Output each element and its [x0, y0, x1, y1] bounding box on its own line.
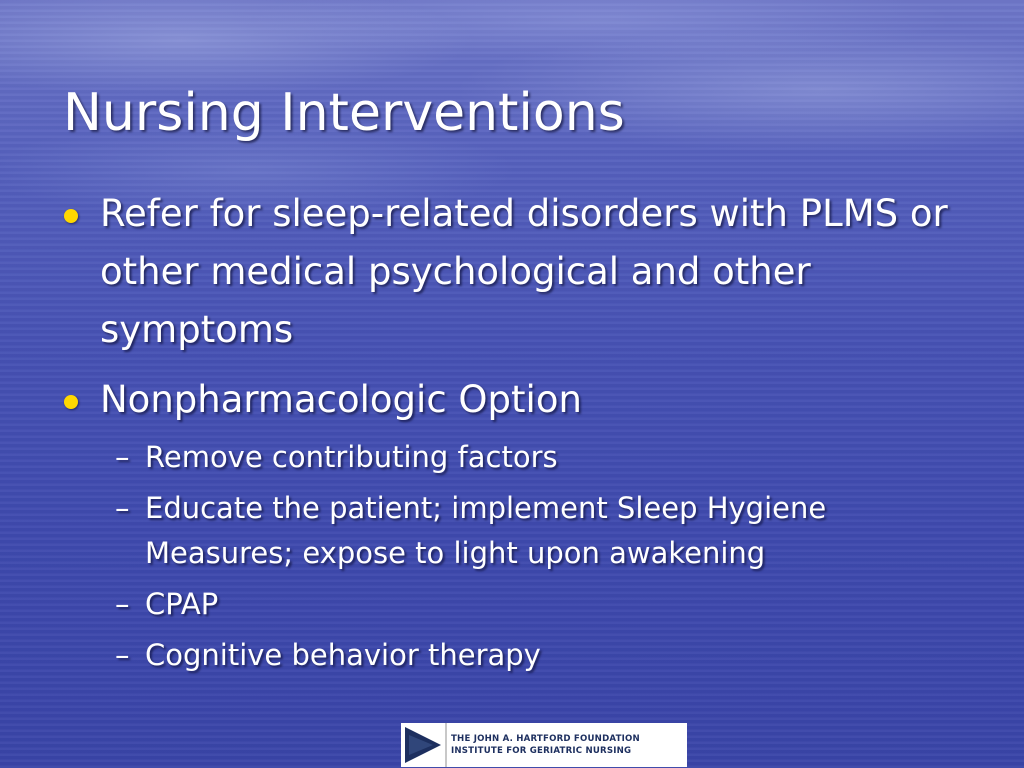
sub-bullet-item [100, 582, 960, 627]
bullet-item [60, 371, 960, 678]
dash-marker: – [115, 638, 130, 672]
dash-marker: – [115, 491, 130, 525]
sub-bullet-item [100, 435, 960, 480]
sub-bullet-item [100, 486, 960, 576]
logo-line-foundation: THE JOHN A. HARTFORD FOUNDATION [451, 734, 640, 744]
dash-marker: – [115, 440, 130, 474]
slide-title: Nursing Interventions [63, 83, 625, 143]
sub-bullet-list [100, 435, 960, 678]
bullet-text: Nonpharmacologic Option [100, 378, 582, 421]
bullet-text: Refer for sleep-related disorders with PLMS or other medical psychological and other symptoms [100, 192, 948, 351]
play-triangle-icon [401, 723, 445, 767]
bullet-dot-icon [64, 395, 78, 409]
logo-line-institute: INSTITUTE FOR GERIATRIC NURSING [451, 746, 632, 756]
hartford-foundation-logo [401, 723, 687, 767]
bullet-list [60, 185, 960, 684]
sub-bullet-text: CPAP [145, 587, 219, 621]
logo-text [445, 723, 687, 767]
bullet-dot-icon [64, 209, 78, 223]
dash-marker: – [115, 587, 130, 621]
sub-bullet-text: Remove contributing factors [145, 440, 558, 474]
bullet-item [60, 185, 960, 359]
sub-bullet-item [100, 633, 960, 678]
sub-bullet-text: Cognitive behavior therapy [145, 638, 541, 672]
sub-bullet-text: Educate the patient; implement Sleep Hygiene Measures; expose to light upon awakening [145, 491, 827, 570]
